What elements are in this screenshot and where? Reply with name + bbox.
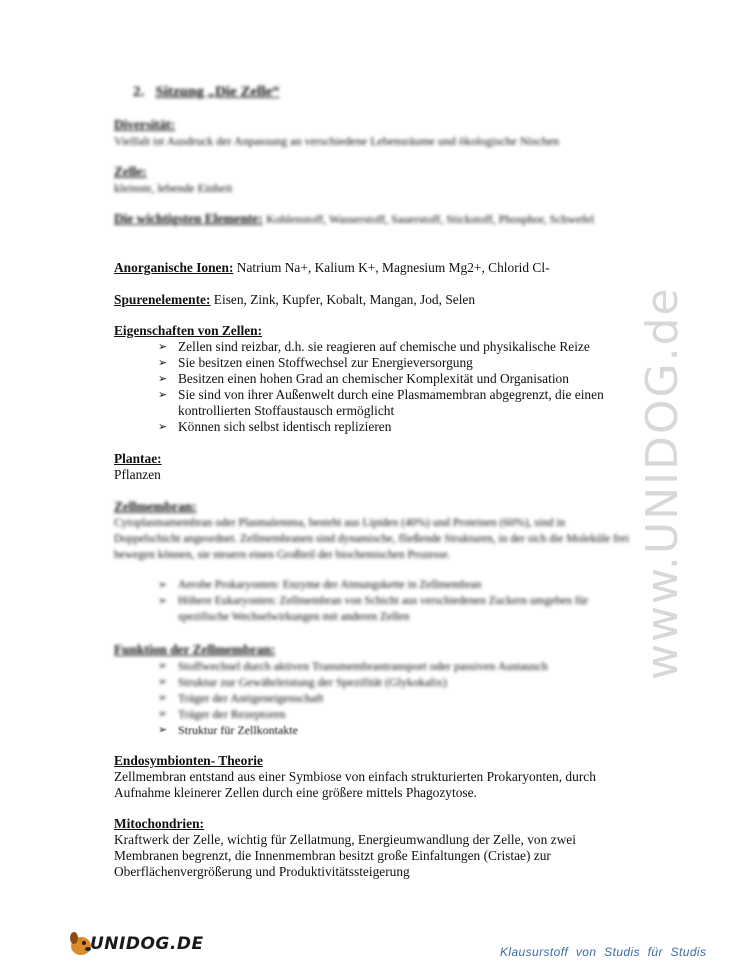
watermark-text: www.UNIDOG.de <box>637 286 688 680</box>
section-ionen <box>114 260 674 276</box>
section-zellmembran <box>114 499 634 563</box>
arrow-bullet-icon: ➢ <box>158 595 168 607</box>
section-zelle <box>114 164 634 196</box>
list-item: ➢ Träger der Antigeneigenschaft <box>158 691 324 705</box>
section-elemente <box>114 211 634 227</box>
zellmembran-label: Zellmembran: <box>114 499 197 514</box>
arrow-bullet-icon: ➢ <box>158 692 168 704</box>
eigenschaften-list <box>150 339 630 435</box>
arrow-bullet-icon: ➢ <box>158 373 168 385</box>
arrow-bullet-icon: ➢ <box>158 724 168 736</box>
spuren-text: Eisen, Zink, Kupfer, Kobalt, Mangan, Jod, Selen <box>210 292 476 307</box>
document-title <box>133 84 280 100</box>
section-eigenschaften <box>114 323 634 339</box>
arrow-bullet-icon: ➢ <box>158 708 168 720</box>
elemente-text: Kohlenstoff, Wasserstoff, Sauerstoff, Stickstoff, Phosphor, Schwefel <box>266 212 595 226</box>
list-item: ➢ Können sich selbst identisch replizieren <box>158 419 392 434</box>
section-funktion <box>114 642 634 658</box>
list-item: ➢ Besitzen einen hohen Grad an chemischer Komplexität und Organisation <box>158 371 569 386</box>
diversitaet-label: Diversität: <box>114 117 175 132</box>
ionen-label: Anorganische Ionen: <box>114 260 234 275</box>
title-text: Sitzung „Die Zelle“ <box>155 84 280 100</box>
arrow-bullet-icon: ➢ <box>158 389 168 401</box>
diversitaet-text: Vielfalt ist Ausdruck der Anpassung an verschiedene Lebensräume und ökologische Nischen <box>114 134 560 148</box>
zelle-label: Zelle: <box>114 164 147 179</box>
zellmembran-text: Cytoplasmamembran oder Plasmalemma, besteht aus Lipiden (40%) und Proteinen (60%), sind in Doppelschicht angeordnet. Zellmembranen sind dynamische, fließende Strukturen, in der sich die Moleküle frei bewegen können, sie steuern einen Großteil der biochemischen Prozesse. <box>114 517 630 561</box>
arrow-bullet-icon: ➢ <box>158 341 168 353</box>
section-diversitaet <box>114 117 634 149</box>
ionen-text: Natrium Na+, Kalium K+, Magnesium Mg2+, Chlorid Cl- <box>233 260 550 275</box>
watermark <box>637 240 715 680</box>
endo-label: Endosymbionten- Theorie <box>114 753 263 768</box>
plantae-label: Plantae: <box>114 451 162 466</box>
zellmembran-list <box>150 577 610 625</box>
section-mitochondrien <box>114 816 634 880</box>
endo-text: Zellmembran entstand aus einer Symbiose von einfach strukturierten Prokaryonten, durch Aufnahme kleinerer Zellen durch eine größere mittels Phagozytose. <box>114 769 596 800</box>
list-item: ➢ Sie besitzen einen Stoffwechsel zur Energieversorgung <box>158 355 473 370</box>
elemente-label: Die wichtigsten Elemente: <box>114 211 263 226</box>
arrow-bullet-icon: ➢ <box>158 579 168 591</box>
list-item: ➢ Stoffwechsel durch aktiven Transmembrantransport oder passiven Austausch <box>158 659 548 673</box>
list-item: ➢ Sie sind von ihrer Außenwelt durch eine Plasmamembran abgegrenzt, die einen kontrollierten Stoffaustausch ermöglicht <box>158 387 604 418</box>
section-endosymbionten <box>114 753 634 801</box>
arrow-bullet-icon: ➢ <box>158 660 168 672</box>
eigenschaften-label: Eigenschaften von Zellen: <box>114 323 263 338</box>
funktion-label: Funktion der Zellmembran: <box>114 642 276 657</box>
list-item: ➢ Struktur zur Gewährleistung der Spezifität (Glykokalix) <box>158 675 447 689</box>
section-plantae <box>114 451 634 483</box>
arrow-bullet-icon: ➢ <box>158 676 168 688</box>
list-item: ➢ Aerobe Prokaryonten: Enzyme der Atmungskette in Zellmembran <box>158 579 482 591</box>
zelle-text: kleinste, lebende Einheit <box>114 181 233 195</box>
list-item: ➢ Träger der Rezeptoren <box>158 707 286 721</box>
funktion-list <box>150 658 630 738</box>
spuren-label: Spurenelemente: <box>114 292 211 307</box>
title-number: 2. <box>133 84 145 100</box>
list-item: ➢ Struktur für Zellkontakte <box>158 723 298 737</box>
arrow-bullet-icon: ➢ <box>158 421 168 433</box>
list-item: ➢ Höhere Eukaryonten: Zellmembran von Schicht aus verschiedenen Zuckern umgeben für spezifische Wechselwirkungen mit anderen Zellen <box>158 595 589 623</box>
plantae-text: Pflanzen <box>114 467 161 482</box>
mito-label: Mitochondrien: <box>114 816 205 831</box>
list-item: ➢ Zellen sind reizbar, d.h. sie reagieren auf chemische und physikalische Reize <box>158 339 590 354</box>
arrow-bullet-icon: ➢ <box>158 357 168 369</box>
footer-tagline: Klausurstoff von Studis für Studis <box>500 945 707 959</box>
logo-text: UNIDOG.DE <box>90 934 204 954</box>
section-spuren <box>114 292 634 308</box>
mito-text: Kraftwerk der Zelle, wichtig für Zellatmung, Energieumwandlung der Zelle, von zwei Membranen begrenzt, die Innenmembran besitzt große Einfaltungen (Cristae) zur Oberflächenvergrößerung und Produktivitätssteigerung <box>114 832 576 879</box>
